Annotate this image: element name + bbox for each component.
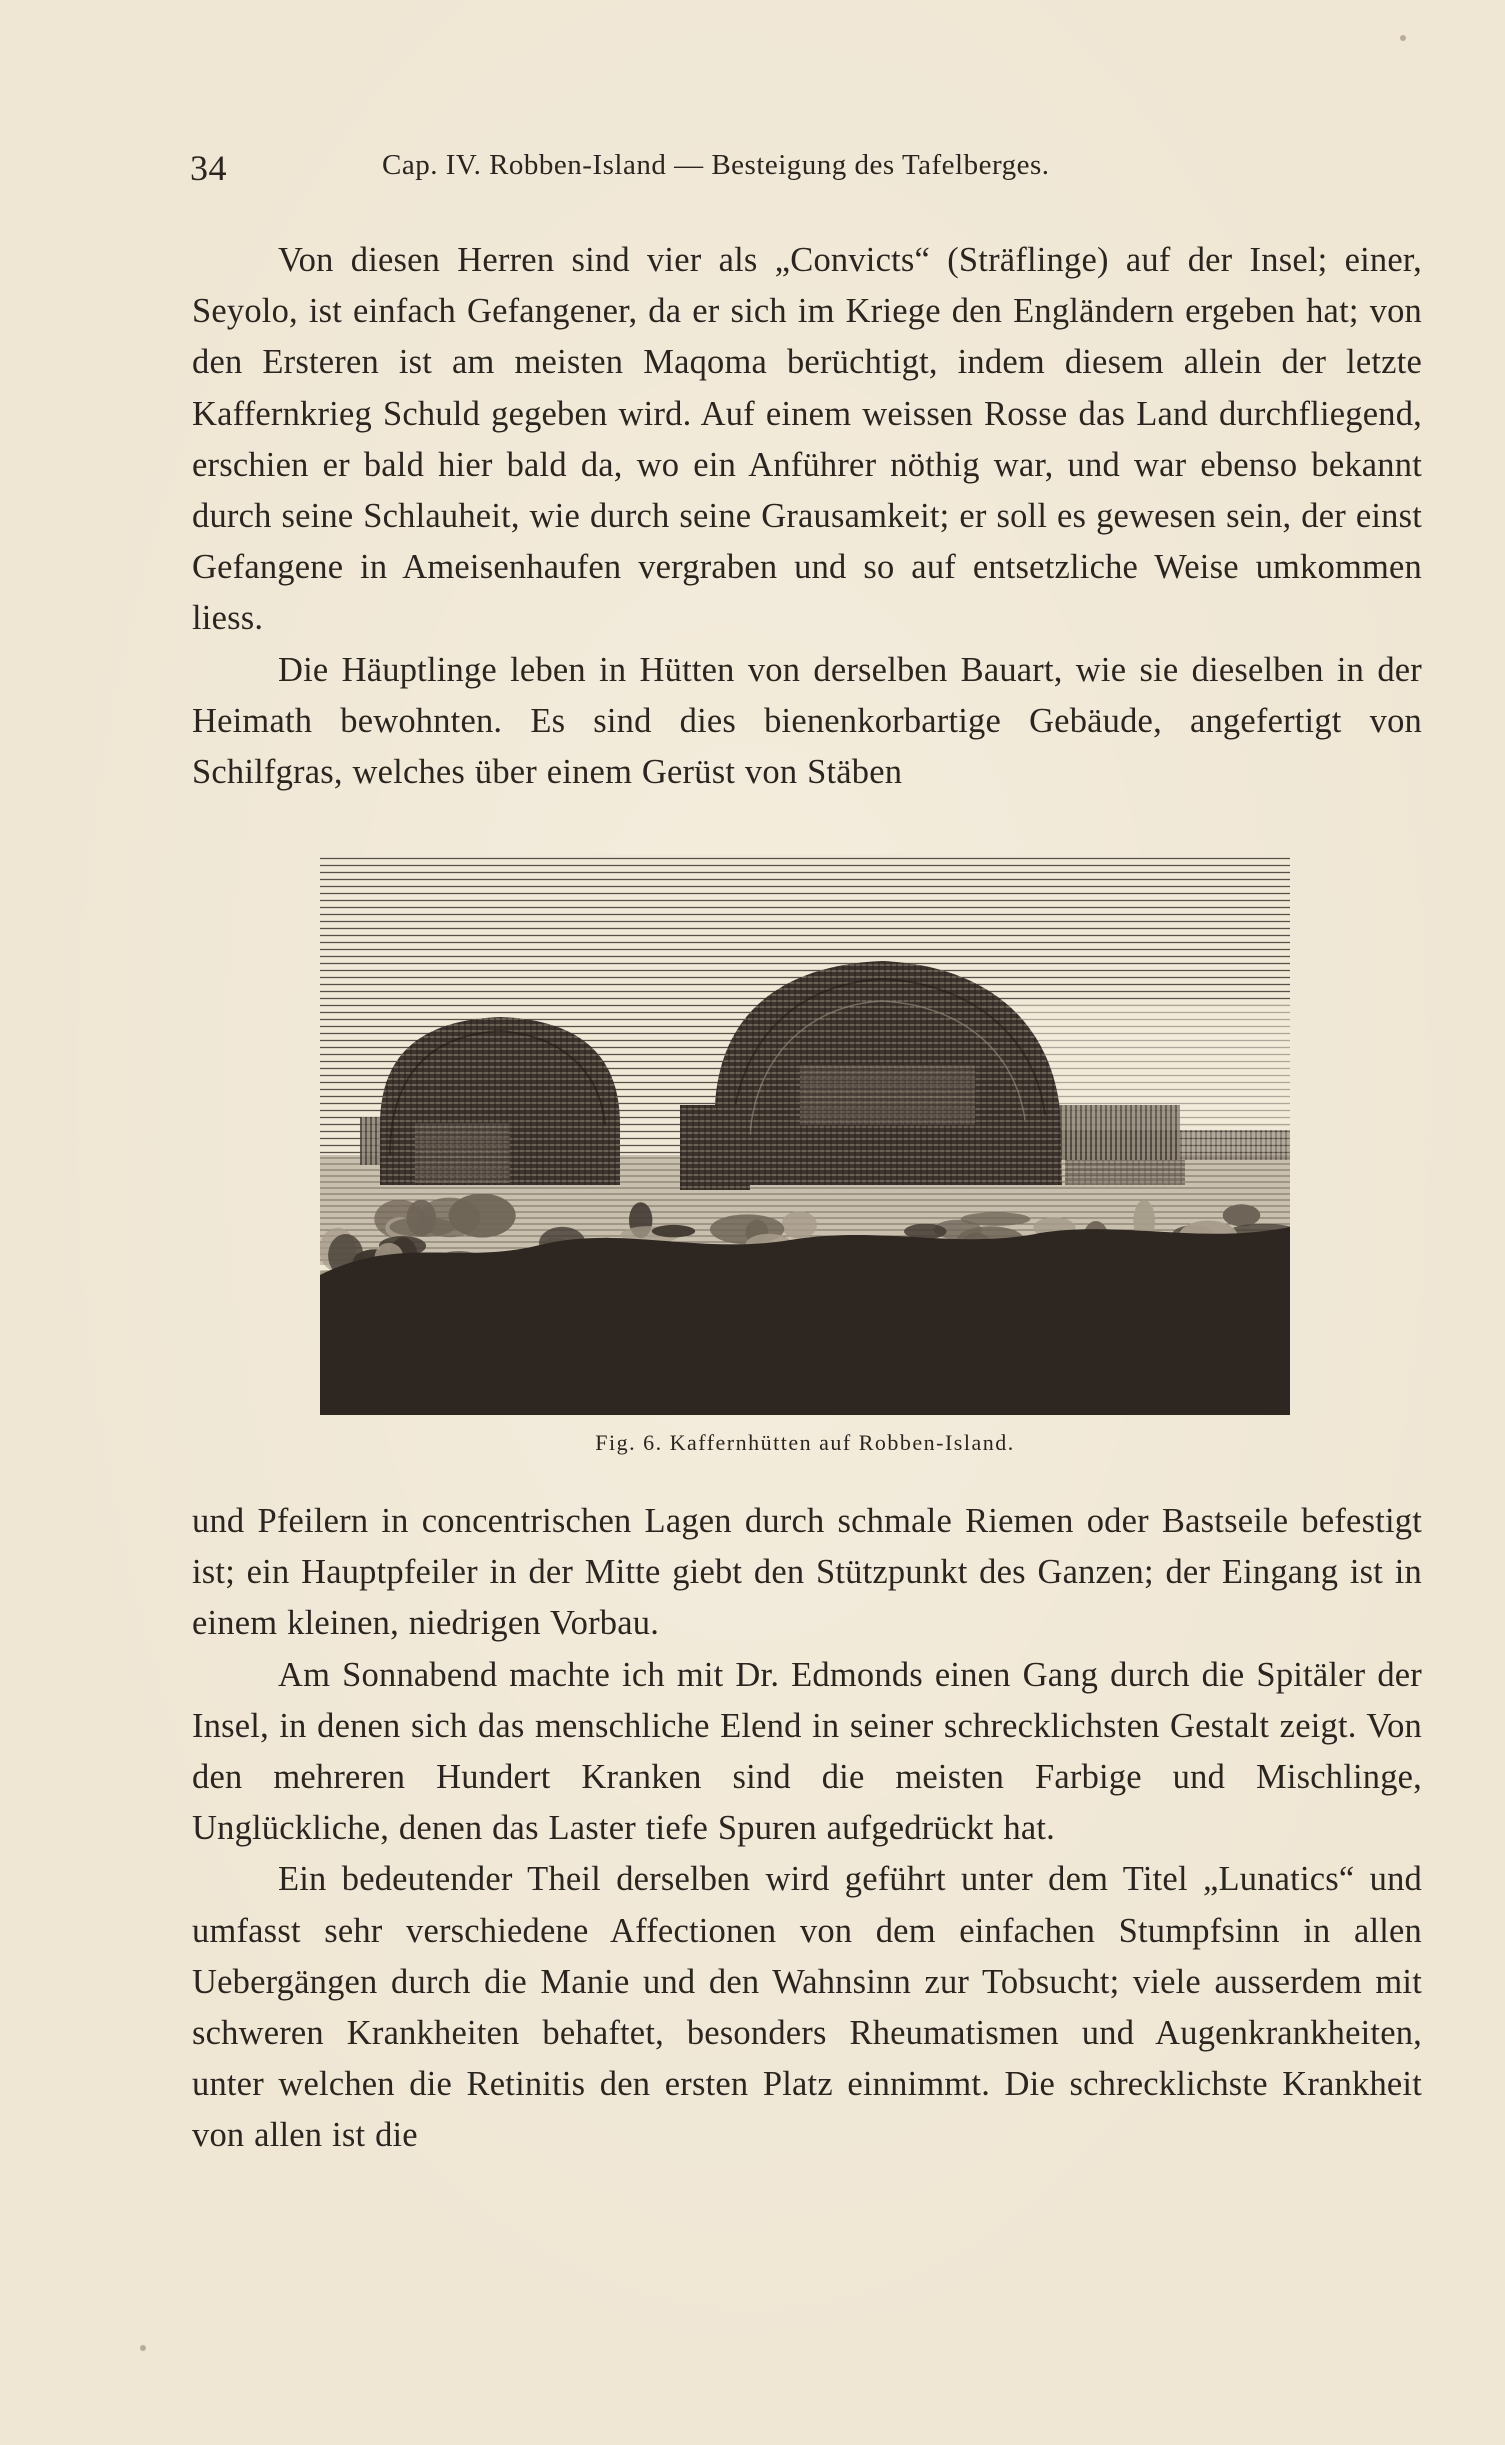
figure-illustration: [320, 855, 1290, 1415]
figure-caption: Fig. 6. Kaffernhütten auf Robben-Island.: [595, 1430, 1015, 1455]
paragraph: Die Häuptlinge leben in Hütten von derselben Bauart, wie sie dieselben in der Heimath bewohnten. Es sind dies bienenkorbartige Gebäude, angefertigt von Schilfgras, welches über einem Gerüst von Stäben: [192, 650, 1422, 792]
text-block-top: [192, 235, 1422, 798]
paper-spot: [140, 2345, 146, 2351]
running-head: [190, 145, 1310, 195]
paragraph: Am Sonnabend machte ich mit Dr. Edmonds einen Gang durch die Spitäler der Insel, in denen sich das menschliche Elend in seiner schrecklichsten Gestalt zeigt. Von den mehreren Hundert Kranken sind die meisten Farbige und Mischlinge, Unglückliche, denen das Laster tiefe Spuren aufgedrückt hat.: [192, 1655, 1422, 1848]
text-block-bottom: [192, 1496, 1422, 2162]
page-number: 34: [190, 148, 227, 188]
chapter-title: Cap. IV. Robben-Island — Besteigung des Tafelberges.: [382, 149, 1050, 181]
paragraph: Von diesen Herren sind vier als „Convicts“ (Sträflinge) auf der Insel; einer, Seyolo, ist einfach Gefangener, da er sich im Kriege den Engländern ergeben hat; von den Ersteren ist am meisten Maqoma berüchtigt, indem diesem allein der letzte Kaffernkrieg Schuld gegeben wird. Auf einem weissen Rosse das Land durchfliegend, erschien er bald hier bald da, wo ein Anführer nöthig war, und war ebenso bekannt durch seine Schlauheit, wie durch seine Grausamkeit; er soll es gewesen sein, der einst Gefangene in Ameisenhaufen vergraben und so auf entsetzliche Weise umkommen liess.: [192, 241, 1422, 638]
paper-spot: [1400, 35, 1406, 41]
paragraph: Ein bedeutender Theil derselben wird geführt unter dem Titel „Lunatics“ und umfasst sehr verschiedene Affectionen von dem einfachen Stumpfsinn in allen Uebergängen durch die Manie und den Wahnsinn zur Tobsucht; viele ausserdem mit schweren Krankheiten behaftet, besonders Rheumatismen und Augenkrankheiten, unter welchen die Retinitis den ersten Platz einnimmt. Die schrecklichste Krankheit von allen ist die: [192, 1860, 1422, 2155]
engraving-huts: [320, 855, 1290, 1415]
paragraph: und Pfeilern in concentrischen Lagen durch schmale Riemen oder Bastseile befestigt ist; ein Hauptpfeiler in der Mitte giebt den Stützpunkt des Ganzen; der Eingang ist in einem kleinen, niedrigen Vorbau.: [192, 1502, 1422, 1643]
